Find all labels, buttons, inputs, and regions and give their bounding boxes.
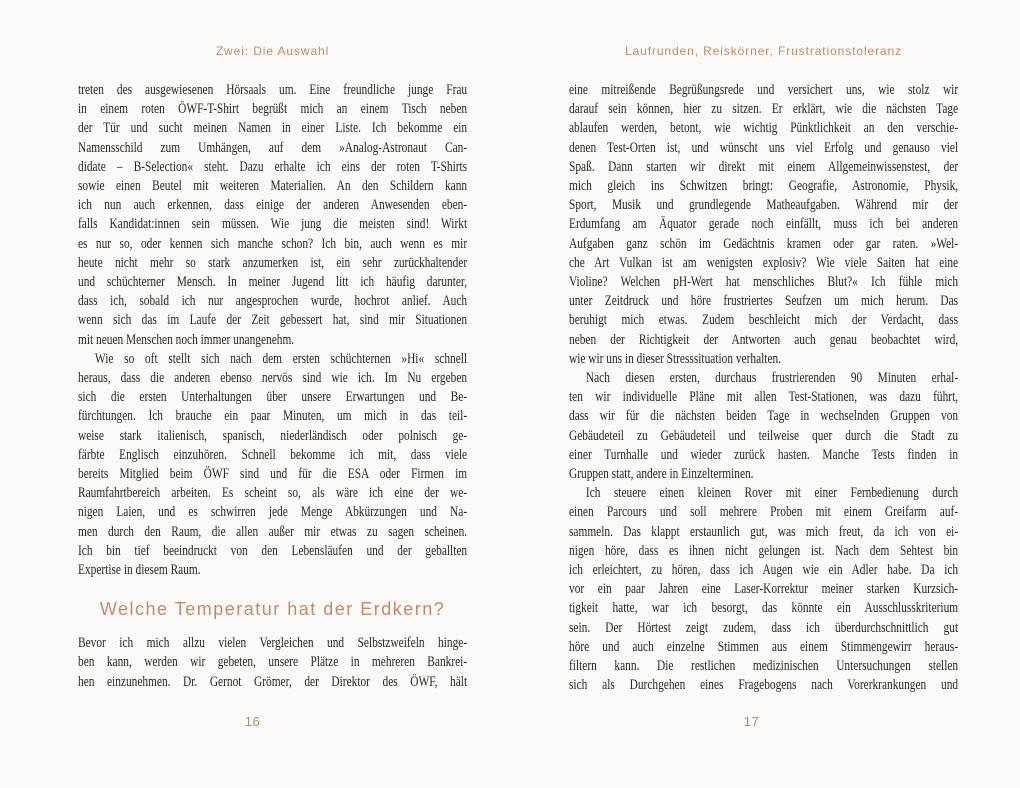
body-line: in einem roten ÖWF-T-Shirt begrüßt mich an einem Tisch neben [78, 101, 468, 118]
body-line: Violine? Welchen pH-Wert hat menschliches Blut?« Ich fühle mich [569, 274, 959, 291]
body-line: sich als Durchgehen eines Fragebogens nach Vorerkrankungen und [569, 677, 959, 694]
body-line: höre und auch einzelne Stimmen aus einem Stimmengewirr heraus- [569, 638, 959, 655]
body-line: men durch den Raum, die allen außer mir etwas zu sagen scheinen. [78, 523, 468, 540]
body-line: Gebäudeteil zu Gebäudeteil und teilweise quer durch die Stadt zu [569, 427, 959, 444]
body-line: sein. Der Hörtest zeigt zudem, dass ich überdurchschnittlich gut [569, 619, 959, 636]
body-line: tigkeit hatte, war ich besorgt, das könnte ein Ausschlusskriterium [569, 600, 959, 617]
body-line: Spaß. Dann starten wir direkt mit einem Allgemeinwissenstest, der [569, 158, 959, 175]
body-line: sammeln. Das klappt erstaunlich gut, was mich freut, da ich von ei- [569, 523, 959, 540]
body-line: bereits Mitglied beim ÖWF sind und für die ESA oder Firmen im [78, 466, 468, 483]
body-line: Namensschild zum Umhängen, auf dem »Analog-Astronaut Can- [78, 139, 468, 156]
body-line: beruhigt mich etwas. Zudem beschleicht mich der Verdacht, dass [569, 312, 959, 329]
body-line: hen einzunehmen. Dr. Gernot Grömer, der Direktor des ÖWF, hält [78, 673, 468, 690]
body-line: filtern kann. Die restlichen medizinischen Untersuchungen stellen [569, 658, 959, 675]
paragraph [78, 81, 467, 350]
body-line: wenn sich das im Laufe der Zeit gebessert hat, sind mir Situationen [78, 312, 468, 329]
body-line: didate – B-Selection« steht. Dazu erhalte ich eins der roten T-Shirts [78, 158, 468, 175]
paragraph [78, 350, 467, 580]
body-line: weise stark italienisch, spanisch, niederländisch oder polnisch ge- [78, 427, 468, 444]
body-line: Aufgaben ganz schön im Gedächtnis kramen oder gar raten. »Wel- [569, 235, 959, 252]
body-line: Sport, Musik und grundlegende Matheaufgaben. Während mir der [569, 197, 959, 214]
body-line: heute nicht mehr so stark anzumerken ist, ein sehr zurückhaltender [78, 254, 468, 271]
body-line: ben kann, werden wir gebeten, unsere Plätze in mehreren Bankrei- [78, 654, 468, 671]
body-line: nigen Laien, und es schwirren jede Menge Abkürzungen und Na- [78, 504, 468, 521]
body-line: Ich steuere einen kleinen Rover mit einer Fernbedienung durch [585, 485, 959, 502]
running-head-left: Zwei: Die Auswahl [215, 44, 330, 58]
body-line: dass wir für die nächsten beiden Tage in wechselnden Gruppen von [569, 408, 959, 425]
body-line: unter Zeitdruck und höre frustriertes Seufzen um mich herum. Das [569, 293, 959, 310]
body-line: einen Parcours und soll mehrere Proben mit einem Greifarm auf- [569, 504, 959, 521]
running-head-right: Laufrunden, Reiskörner, Frustrationstoleranz [624, 44, 903, 58]
paragraph [569, 81, 958, 369]
body-line: Nach diesen ersten, durchaus frustrierenden 90 Minuten erhal- [585, 370, 959, 387]
body-line: Gruppen statt, andere in Einzelterminen. [569, 466, 754, 483]
body-line: Erdumfang am Äquator gerade noch einfällt, muss ich bei anderen [569, 216, 959, 233]
body-line: ablaufen werden, betont, wie wichtig Pünktlichkeit an den verschie- [569, 120, 959, 137]
body-line: fürchtungen. Ich brauche ein paar Minuten, um mich in das teil- [78, 408, 468, 425]
body-line: sich die ersten Unterhaltungen über unsere Erwartungen und Be- [78, 389, 468, 406]
body-line: neben der Richtigkeit der Antworten auch genau beobachtet wird, [569, 331, 959, 348]
body-line: färbte Englisch einzuhören. Schnell bekomme ich mit, dass viele [78, 446, 468, 463]
body-line: Expertise in diesem Raum. [78, 562, 201, 579]
body-line: nigen höre, dass es ihnen nicht gelungen ist. Nach dem Sehtest bin [569, 542, 959, 559]
paragraph [78, 634, 467, 692]
page-body-left [78, 81, 467, 692]
section-heading [78, 597, 467, 621]
body-line: sowie einen Beutel mit weiteren Materialien. An den Schildern kann [78, 178, 468, 195]
body-line: mit neuen Menschen noch immer unangenehm. [78, 331, 295, 348]
body-line: Ich bin tief beeindruckt von den Lebensläufen und der geballten [78, 542, 468, 559]
body-line: eine mitreißende Begrüßungsrede und versichert uns, wie stolz wir [569, 82, 959, 98]
body-line: heraus, dass die anderen ebenso nervös sind wie ich. Im Nu ergeben [78, 370, 468, 387]
body-line: Bevor ich mich allzu vielen Vergleichen und Selbstzweifeln hinge- [78, 635, 468, 652]
body-line: darauf sein können, hier zu sitzen. Er erklärt, wie die nächsten Tage [569, 101, 959, 118]
body-line: falls Kandidat:innen sein müssen. Wie jung die meisten sind! Wirkt [78, 216, 468, 233]
body-line: Raumfahrtbereich arbeiten. Es scheint so, als wäre ich eine der we- [78, 485, 468, 502]
body-line: ich nun auch erkennen, dass einige der anderen Anwesenden eben- [78, 197, 468, 214]
page-number-right: 17 [743, 714, 760, 729]
body-line: treten des ausgewiesenen Hörsaals um. Eine freundliche junge Frau [78, 82, 468, 98]
body-line: mich gleich ins Schwitzen bringt: Geografie, Astronomie, Physik, [569, 178, 959, 195]
body-line: dass ich, sobald ich nur angesprochen wurde, hochrot anlief. Auch [78, 293, 468, 310]
body-line: wie wir uns in dieser Stresssituation verhalten. [569, 350, 782, 367]
body-line: denen Test-Orten ist, und wünscht uns viel Erfolg und genauso viel [569, 139, 959, 156]
page-number-left: 16 [244, 714, 261, 729]
page-left [78, 0, 467, 788]
page-right [569, 0, 958, 788]
body-line: der Tür und sucht meinen Namen in einer Liste. Ich bekomme ein [78, 120, 468, 137]
section-heading-text: Welche Temperatur hat der Erdkern? [99, 599, 446, 620]
body-line: Wie so oft stellt sich nach dem ersten schüchternen »Hi« schnell [94, 350, 468, 367]
body-line: einer Turnhalle und wieder zurück hasten. Manche Tests finden in [569, 446, 959, 463]
body-line: ich erleichtert, zu hören, dass ich Augen wie ein Adler habe. Da ich [569, 562, 959, 579]
paragraph [569, 484, 958, 695]
body-line: vor ein paar Jahren eine Laser-Korrektur meiner starken Kurzsich- [569, 581, 959, 598]
page-body-right [569, 81, 958, 696]
body-line: es nur so, oder kennen sich manche schon? Ich bin, auch wenn es mir [78, 235, 468, 252]
body-line: ten wir individuelle Pläne mit allen Test-Stationen, was dazu führt, [569, 389, 959, 406]
body-line: che Art Vulkan ist am wenigsten explosiv? Wie viele Saiten hat eine [569, 254, 959, 271]
body-line: und schüchterner Mensch. In meiner Jugend litt ich häufig darunter, [78, 274, 468, 291]
paragraph [569, 369, 958, 484]
